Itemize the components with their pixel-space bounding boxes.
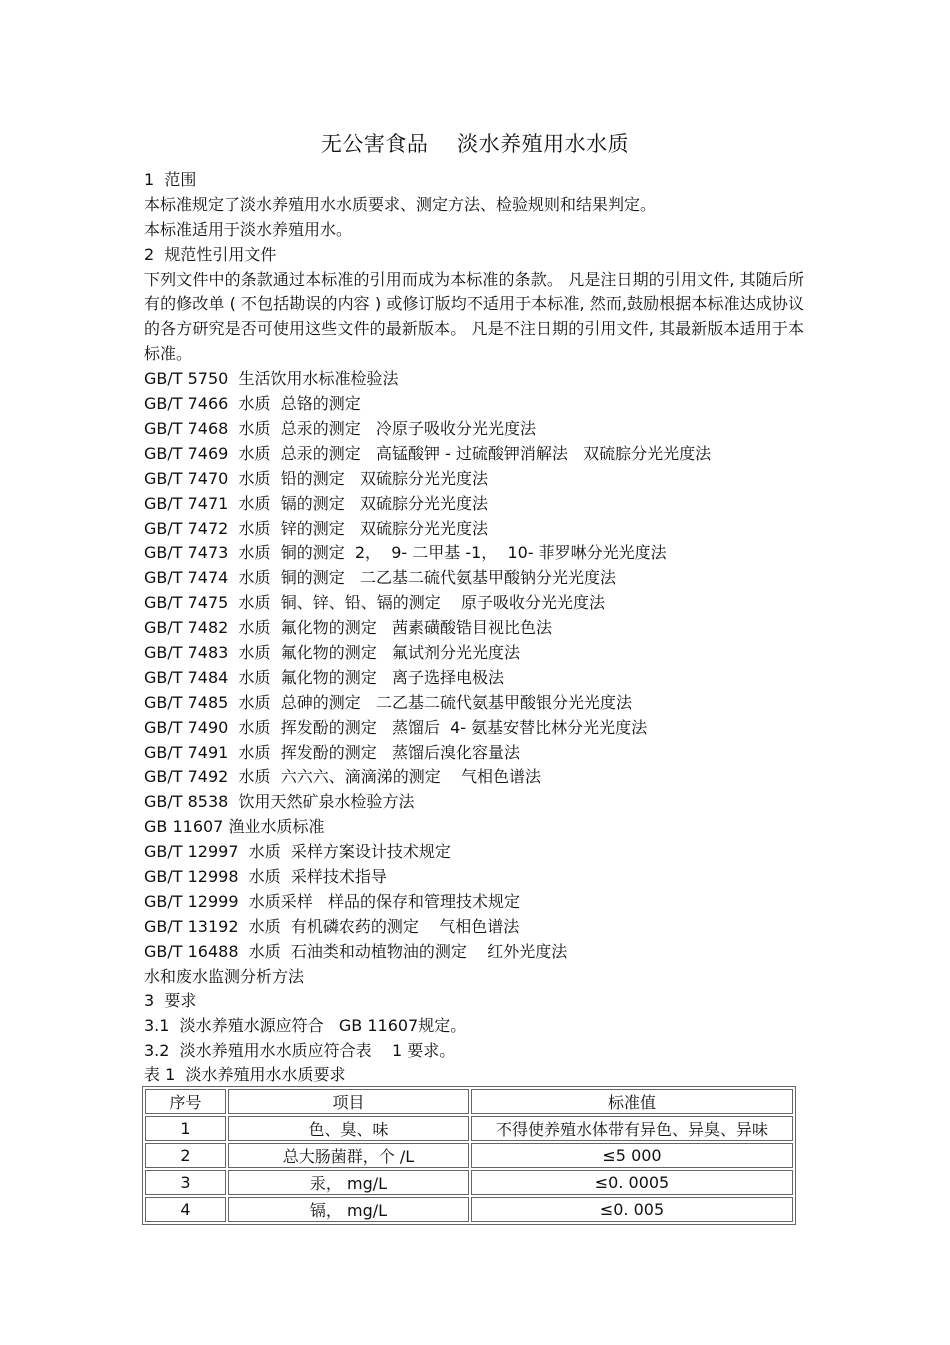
header-cell-standard: 标准值 bbox=[471, 1089, 793, 1114]
reference-item: GB∕T 7470 水质 铅的测定 双硫腙分光光度法 bbox=[144, 468, 488, 488]
cell-item: 总大肠菌群，个 /L bbox=[228, 1143, 469, 1168]
section-heading-scope: 1 范围 bbox=[144, 170, 197, 189]
reference-item: GB∕T 7482 水质 氟化物的测定 茜素磺酸锆目视比色法 bbox=[144, 618, 552, 638]
cell-standard: ≤5 000 bbox=[471, 1143, 793, 1168]
cell-standard: ≤0. 0005 bbox=[471, 1170, 793, 1195]
document-title: 无公害食品 淡水养殖用水水质 bbox=[320, 132, 630, 156]
reference-item: GB∕T 7492 水质 六六六、滴滴涕的测定 气相色谱法 bbox=[144, 767, 542, 787]
table-row bbox=[145, 1116, 793, 1141]
table-caption: 表 1 淡水养殖用水水质要求 bbox=[144, 1065, 346, 1085]
reference-item: GB∕T 7473 水质 铜的测定 2， 9- 二甲基 -1， 10- 菲罗啉分光光度法 bbox=[144, 543, 667, 563]
document-body bbox=[144, 168, 804, 1225]
reference-item: GB∕T 7469 水质 总汞的测定 高锰酸钾 - 过硫酸钾消解法 双硫腙分光光度法 bbox=[144, 443, 712, 463]
cell-index: 4 bbox=[145, 1197, 226, 1222]
reference-item: GB∕T 7471 水质 镉的测定 双硫腙分光光度法 bbox=[144, 493, 488, 513]
section-heading-references: 2 规范性引用文件 bbox=[144, 244, 277, 264]
reference-item: GB∕T 7474 水质 铜的测定 二乙基二硫代氨基甲酸钠分光光度法 bbox=[144, 568, 616, 588]
table-header-row bbox=[145, 1089, 793, 1114]
reference-item: GB∕T 7483 水质 氟化物的测定 氟试剂分光光度法 bbox=[144, 642, 520, 662]
reference-item: GB∕T 5750 生活饮用水标准检验法 bbox=[144, 369, 399, 389]
water-quality-table bbox=[142, 1086, 796, 1225]
scope-text-2: 本标准适用于淡水养殖用水。 bbox=[144, 219, 353, 239]
reference-item: GB∕T 7472 水质 锌的测定 双硫腙分光光度法 bbox=[144, 518, 488, 538]
table-row bbox=[145, 1197, 793, 1222]
reference-item: GB∕T 7484 水质 氟化物的测定 离子选择电极法 bbox=[144, 667, 504, 687]
reference-item: GB∕T 7468 水质 总汞的测定 冷原子吸收分光光度法 bbox=[144, 418, 536, 438]
reference-item: GB 11607 渔业水质标准 bbox=[144, 817, 325, 837]
section-heading-requirements: 3 要求 bbox=[144, 991, 197, 1011]
reference-item: GB∕T 7490 水质 挥发酚的测定 蒸馏后 4- 氨基安替比林分光光度法 bbox=[144, 717, 648, 737]
reference-list bbox=[144, 367, 804, 989]
reference-item: GB∕T 13192 水质 有机磷农药的测定 气相色谱法 bbox=[144, 916, 520, 936]
header-cell-item: 项目 bbox=[228, 1089, 469, 1114]
reference-item: GB∕T 12998 水质 采样技术指导 bbox=[144, 867, 387, 886]
reference-item: GB∕T 7485 水质 总砷的测定 二乙基二硫代氨基甲酸银分光光度法 bbox=[144, 692, 632, 712]
scope-text-1: 本标准规定了淡水养殖用水水质要求、测定方法、检验规则和结果判定。 bbox=[144, 194, 657, 214]
cell-item: 镉， mg/L bbox=[228, 1197, 469, 1222]
reference-item: GB∕T 7491 水质 挥发酚的测定 蒸馏后溴化容量法 bbox=[144, 742, 520, 762]
requirement-3-1: 3.1 淡水养殖水源应符合 GB 11607规定。 bbox=[144, 1016, 467, 1036]
references-intro-paragraph: 下列文件中的条款通过本标准的引用而成为本标准的条款。 凡是注日期的引用文件, 其随后所有的修改单 ( 不包括勘误的内容 ) 或修订版均不适用于本标准, 然而,鼓励根据本标准达成协议的各方研究是否可使用这些文件的最新版本。 凡是不注日期的引用文件, 其最新版本适用于本标准。 bbox=[144, 269, 804, 364]
reference-item: GB∕T 8538 饮用天然矿泉水检验方法 bbox=[144, 792, 415, 812]
reference-item: GB∕T 7466 水质 总铬的测定 bbox=[144, 394, 361, 414]
cell-item: 汞， mg/L bbox=[228, 1170, 469, 1195]
table-row bbox=[145, 1143, 793, 1168]
reference-item: GB∕T 12999 水质采样 样品的保存和管理技术规定 bbox=[144, 891, 520, 911]
reference-item: GB∕T 12997 水质 采样方案设计技术规定 bbox=[144, 842, 451, 862]
reference-item: GB∕T 16488 水质 石油类和动植物油的测定 红外光度法 bbox=[144, 941, 568, 961]
cell-index: 3 bbox=[145, 1170, 226, 1195]
requirement-3-2: 3.2 淡水养殖用水水质应符合表 1 要求。 bbox=[144, 1041, 456, 1061]
reference-item: 水和废水监测分析方法 bbox=[144, 966, 305, 986]
cell-item: 色、臭、味 bbox=[228, 1116, 469, 1141]
cell-standard: 不得使养殖水体带有异色、异臭、异味 bbox=[471, 1116, 793, 1141]
cell-index: 2 bbox=[145, 1143, 226, 1168]
reference-item: GB∕T 7475 水质 铜、锌、铅、镉的测定 原子吸收分光光度法 bbox=[144, 593, 606, 613]
cell-standard: ≤0. 005 bbox=[471, 1197, 793, 1222]
header-cell-index: 序号 bbox=[145, 1089, 226, 1114]
cell-index: 1 bbox=[145, 1116, 226, 1141]
table-row bbox=[145, 1170, 793, 1195]
